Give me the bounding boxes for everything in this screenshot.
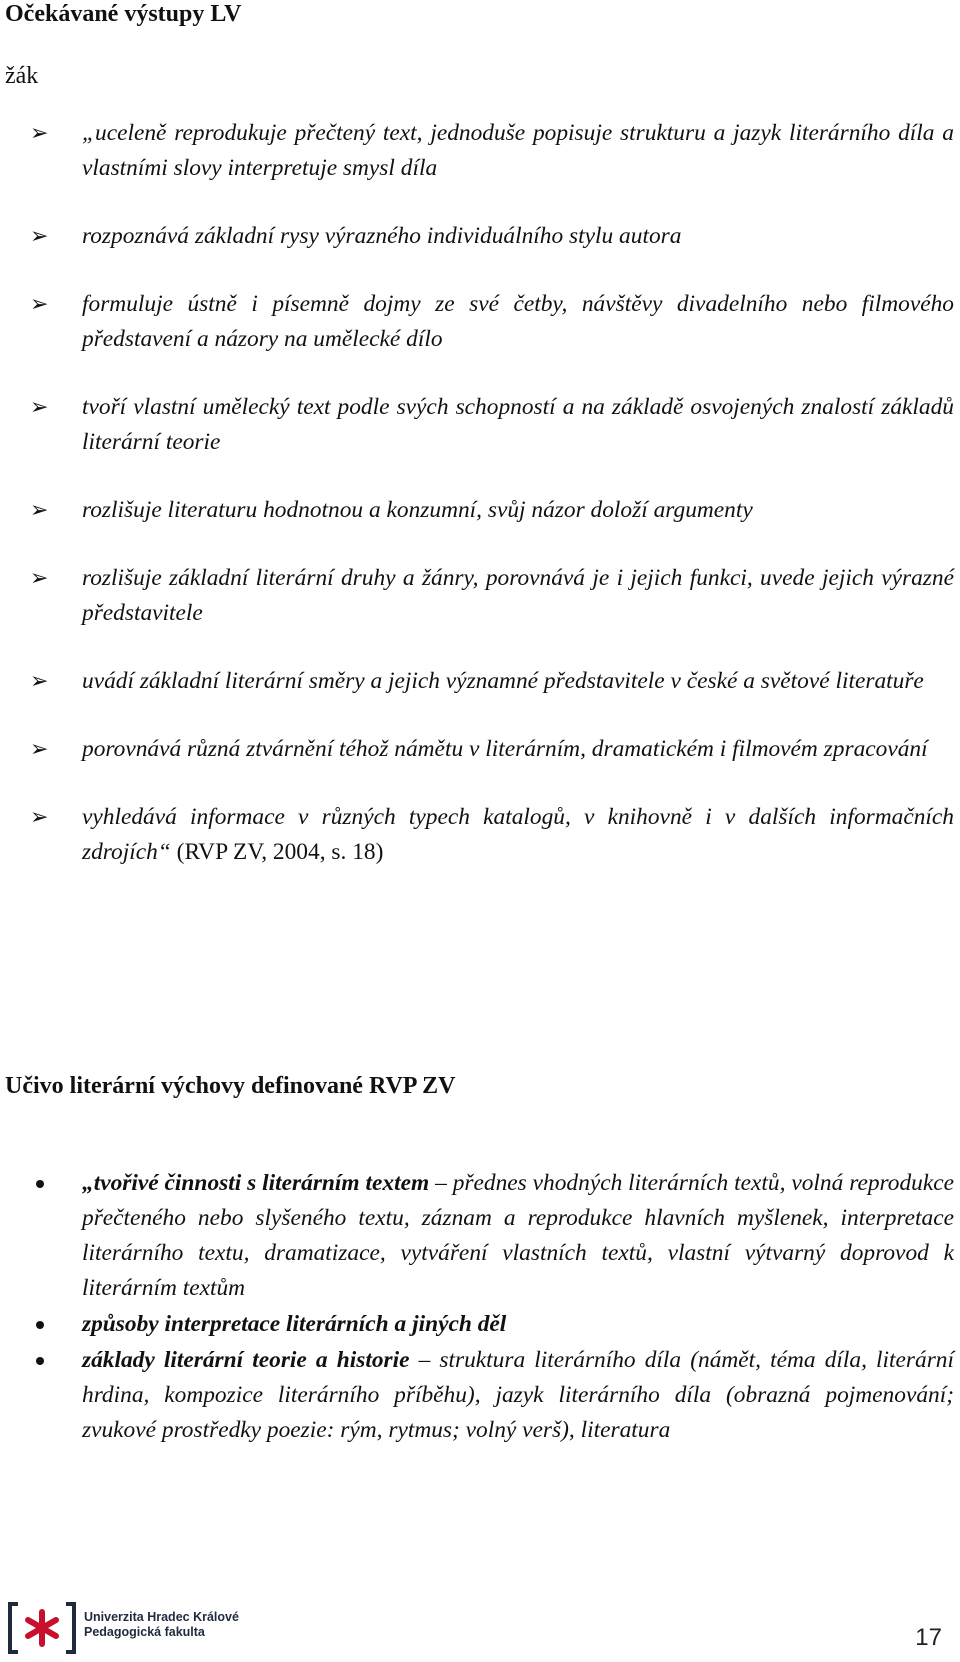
- subject-label: žák: [5, 63, 39, 89]
- section-title-curriculum: Učivo literární výchovy definované RVP ZV: [5, 1073, 456, 1099]
- arrow-bullet-icon: ➢: [30, 737, 49, 762]
- asterisk-bracket-logo-icon: [6, 1600, 78, 1656]
- list-item: „tvořivé činnosti s literárním textem – přednes vhodných literárních textů, volná reprodukce přečteného nebo slyšeného textu, záznam a reprodukce hlavních myšlenek, interpretace literárního textu, dramatizace, vytváření vlastních textů, vlastní výtvarný doprovod k literárním textům: [30, 1166, 954, 1306]
- list-item: ➢ uvádí základní literární směry a jejich významné představitele v české a světové literatuře: [30, 664, 954, 699]
- list-item: ➢ vyhledává informace v různých typech katalogů, v knihovně i v dalších informačních zdrojích“ (RVP ZV, 2004, s. 18): [30, 800, 954, 870]
- section-title-expected-outcomes: Očekávané výstupy LV: [5, 1, 242, 27]
- list-item: ➢ formuluje ústně i písemně dojmy ze své četby, návštěvy divadelního nebo filmového představení a názory na umělecké dílo: [30, 287, 954, 357]
- bullet-dot-icon: [36, 1180, 44, 1188]
- arrow-bullet-icon: ➢: [30, 121, 49, 146]
- list-item: ➢ rozlišuje literaturu hodnotnou a konzumní, svůj názor doloží argumenty: [30, 493, 954, 528]
- list-item: způsoby interpretace literárních a jiných děl: [30, 1307, 954, 1342]
- arrow-bullet-icon: ➢: [30, 498, 49, 523]
- curriculum-list: [30, 1166, 954, 1449]
- list-item: ➢ rozpoznává základní rysy výrazného individuálního stylu autora: [30, 219, 954, 254]
- arrow-bullet-icon: ➢: [30, 224, 49, 249]
- arrow-bullet-icon: ➢: [30, 395, 49, 420]
- page-footer: [0, 1598, 960, 1662]
- list-item: ➢ „uceleně reprodukuje přečtený text, jednoduše popisuje strukturu a jazyk literárního díla a vlastními slovy interpretuje smysl díla: [30, 116, 954, 186]
- page-number: 17: [915, 1624, 942, 1651]
- list-item: základy literární teorie a historie – struktura literárního díla (námět, téma díla, literární hrdina, kompozice literárního příběhu), jazyk literárního díla (obrazná pojmenování; zvukové prostředky poezie: rým, rytmus; volný verš), literatura: [30, 1343, 954, 1448]
- arrow-bullet-icon: ➢: [30, 566, 49, 591]
- arrow-bullet-icon: ➢: [30, 669, 49, 694]
- university-name: Univerzita Hradec Králové Pedagogická fakulta: [84, 1610, 239, 1639]
- expected-outcomes-list: [30, 116, 954, 903]
- bullet-dot-icon: [36, 1321, 44, 1329]
- bullet-dot-icon: [36, 1357, 44, 1365]
- citation: (RVP ZV, 2004, s. 18): [170, 839, 384, 865]
- list-item: ➢ tvoří vlastní umělecký text podle svých schopností a na základě osvojených znalostí základů literární teorie: [30, 390, 954, 460]
- arrow-bullet-icon: ➢: [30, 805, 49, 830]
- arrow-bullet-icon: ➢: [30, 292, 49, 317]
- list-item: ➢ rozlišuje základní literární druhy a žánry, porovnává je i jejich funkci, uvede jejich výrazné představitele: [30, 561, 954, 631]
- list-item: ➢ porovnává různá ztvárnění téhož námětu v literárním, dramatickém i filmovém zpracování: [30, 732, 954, 767]
